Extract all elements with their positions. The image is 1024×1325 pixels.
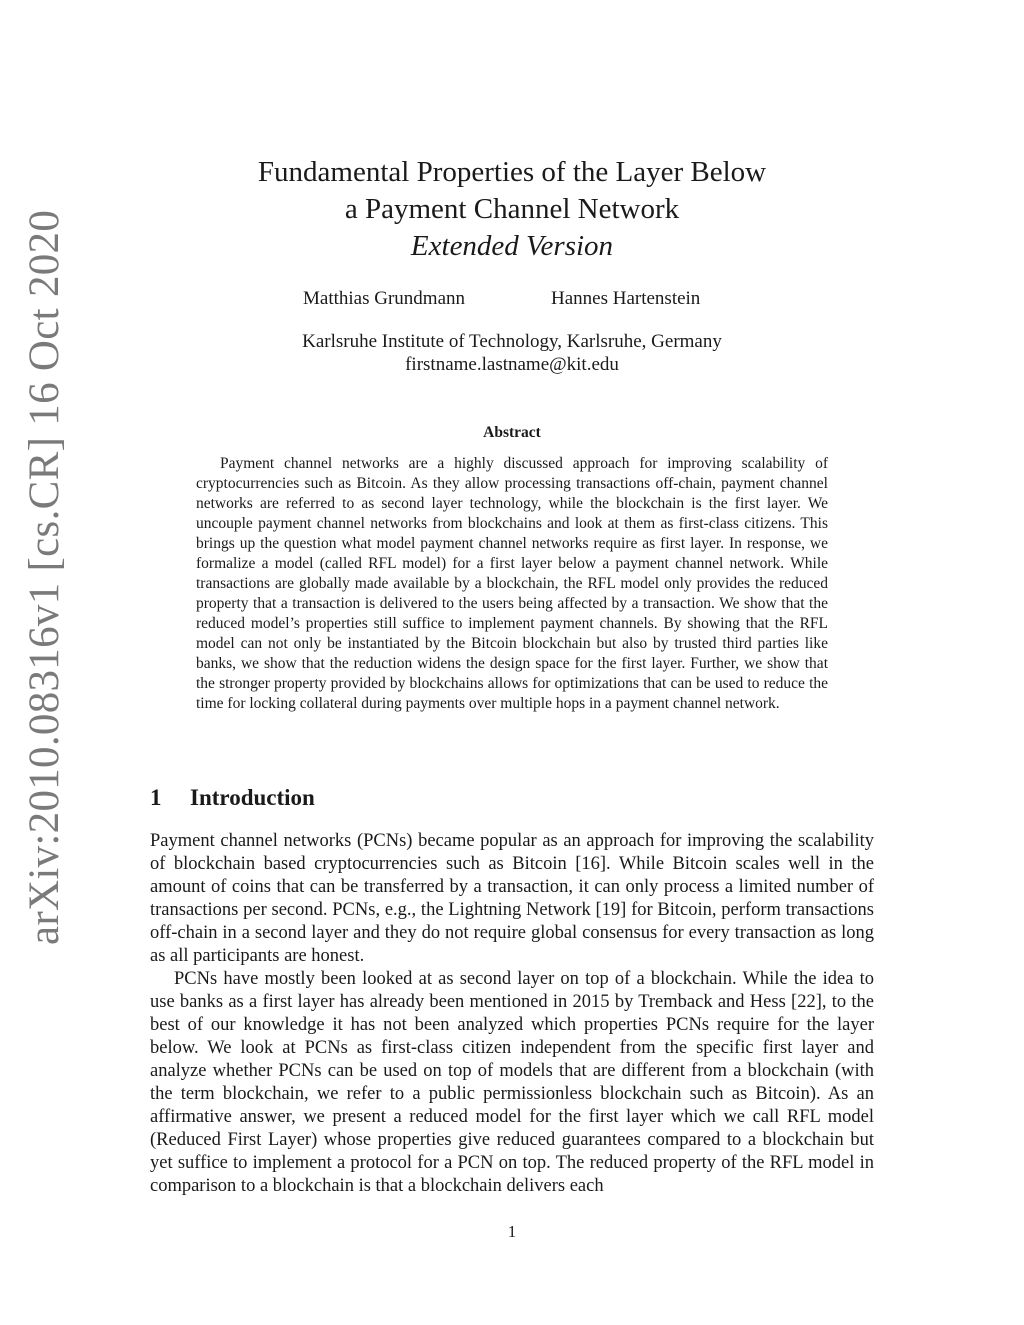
title-subtitle: Extended Version [410, 230, 614, 262]
affiliation [150, 330, 874, 376]
title-line-2: a Payment Channel Network [344, 193, 680, 225]
paragraph: PCNs have mostly been looked at as second layer on top of a blockchain. While the idea to use banks as a first layer has already been mentioned in 2015 by Tremback and Hess [22], to the best of our knowledge it has not been analyzed which properties PCNs require for the layer below. We look at PCNs as first-class citizen independent from the specific first layer and analyze whether PCNs can be used on top of models that are different from a blockchain (with the term blockchain, we refer to a public permissionless blockchain such as Bitcoin). As an affirmative answer, we present a reduced model for the first layer which we call RFL model (Reduced First Layer) whose properties give reduced guarantees compared to a blockchain but yet suffice to implement a protocol for a PCN on top. The reduced property of the RFL model in comparison to a blockchain is that a blockchain delivers each [150, 969, 874, 1196]
affiliation-email: firstname.lastname@kit.edu [405, 354, 619, 375]
author-name: Matthias Grundmann [303, 288, 466, 309]
section-body [150, 830, 874, 1198]
paper-title [150, 154, 874, 265]
arxiv-identifier-stamp: arXiv:2010.08316v1 [cs.CR] 16 Oct 2020 [21, 209, 68, 945]
section-title: Introduction [190, 785, 315, 810]
section-number: 1 [150, 785, 162, 810]
author-list [150, 288, 874, 314]
section-heading [150, 785, 315, 811]
abstract-heading: Abstract [483, 424, 541, 441]
author-name: Hannes Hartenstein [551, 288, 701, 309]
page-number: 1 [507, 1222, 517, 1241]
title-line-1: Fundamental Properties of the Layer Below [257, 156, 767, 188]
affiliation-institution: Karlsruhe Institute of Technology, Karlsruhe, Germany [302, 331, 722, 352]
paragraph: Payment channel networks (PCNs) became popular as an approach for improving the scalability of blockchain based cryptocurrencies such as Bitcoin [16]. While Bitcoin scales well in the amount of coins that can be transferred by a transaction, it can only process a limited number of transactions per second. PCNs, e.g., the Lightning Network [19] for Bitcoin, perform transactions off-chain in a second layer and they do not require global consensus for every transaction as long as all participants are honest. [150, 831, 874, 966]
abstract-text: Payment channel networks are a highly discussed approach for improving scalability of cryptocurrencies such as Bitcoin. As they allow processing transactions off-chain, payment channel networks are referred to as second layer technology, while the blockchain is the first layer. We uncouple payment channel networks from blockchains and look at them as first-class citizens. This brings up the question what model payment channel networks require as first layer. In response, we formalize a model (called RFL model) for a first layer below a payment channel network. While transactions are globally made available by a blockchain, the RFL model only provides the reduced property that a transaction is delivered to the users being affected by a transaction. We show that the reduced model’s properties still suffice to implement payment channels. By showing that the RFL model can not only be instantiated by the Bitcoin blockchain but also by trusted third parties like banks, we show that the reduction widens the design space for the first layer. Further, we show that the stronger property provided by blockchains allows for optimizations that can be used to reduce the time for locking collateral during payments over multiple hops in a payment channel network. [196, 455, 828, 712]
